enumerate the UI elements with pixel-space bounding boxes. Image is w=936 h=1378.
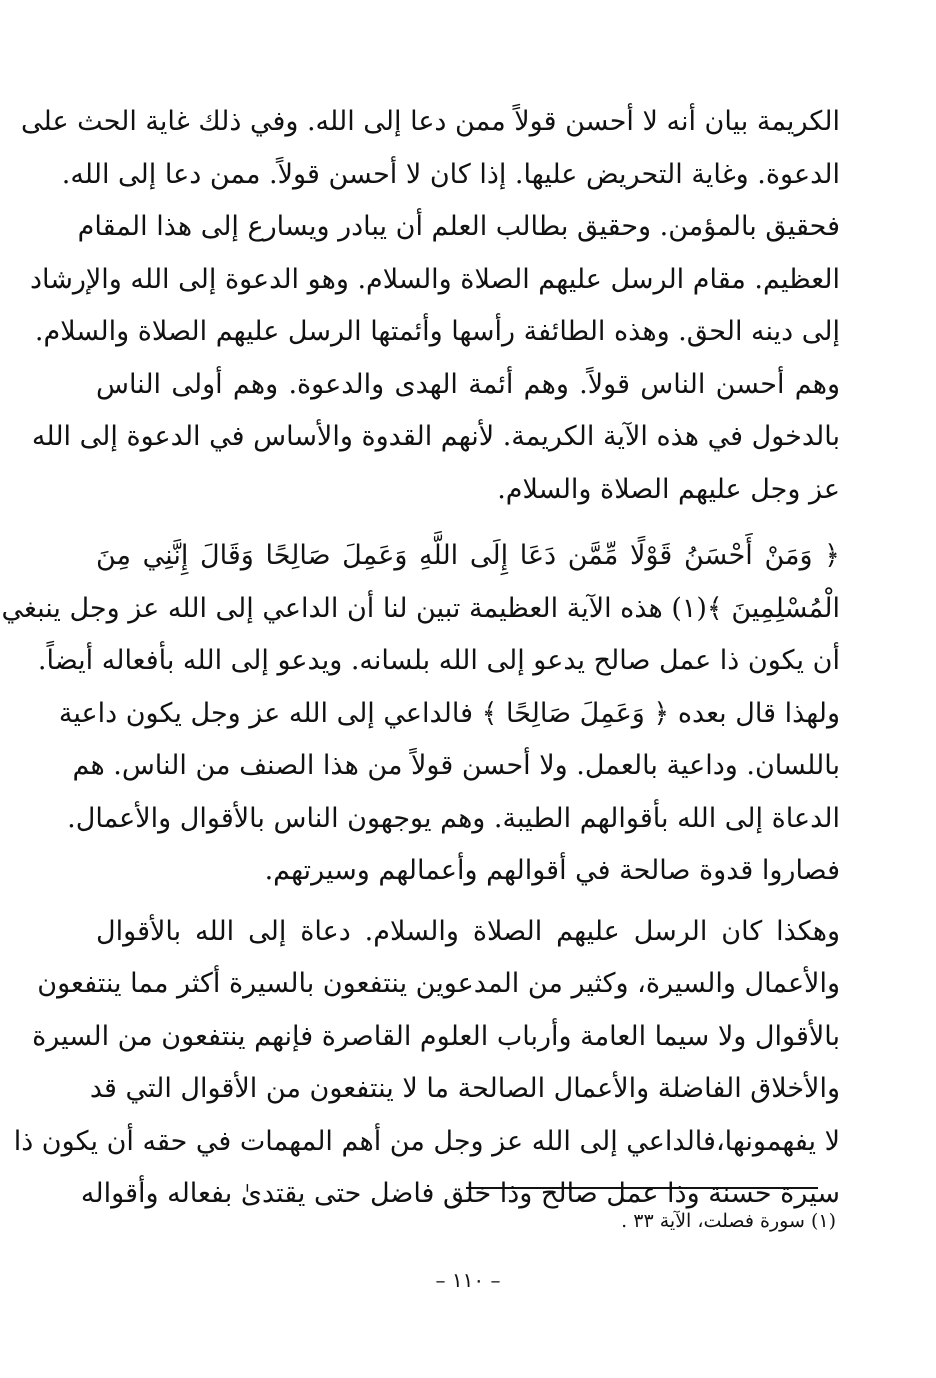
text-line: العظيم. مقام الرسل عليهم الصلاة والسلام. وهو الدعوة إلى الله والإرشاد: [29, 263, 840, 295]
footnote: (١) سورة فصلت، الآية ٣٣ .: [621, 1210, 836, 1232]
text-line: الدعوة. وغاية التحريض عليها. إذا كان لا أحسن قولاً. ممن دعا إلى الله.: [61, 158, 840, 190]
page-body: [1, 96, 840, 1221]
text-line: وهم أحسن الناس قولاً. وهم أئمة الهدى والدعوة. وهم أولى الناس: [96, 368, 840, 400]
paragraph-1: [21, 96, 840, 516]
text-line: لا يفهمونها،فالداعي إلى الله عز وجل من أهم المهمات في حقه أن يكون ذا: [13, 1125, 840, 1157]
text-line: فحقيق بالمؤمن. وحقيق بطالب العلم أن يبادر ويسارع إلى هذا المقام: [77, 211, 840, 242]
text-line: الدعاة إلى الله بأقوالهم الطيبة. وهم يوجهون الناس بالأقوال والأعمال.: [67, 802, 840, 834]
text-line: سيرة حسنة وذا عمل صالح وذا خلق فاضل حتى يقتدىٰ بفعاله وأقواله: [80, 1178, 840, 1209]
footnote-divider: [466, 1187, 818, 1189]
text-line: بالأقوال ولا سيما العامة وأرباب العلوم القاصرة فإنهم ينتفعون من السيرة: [32, 1020, 840, 1052]
text-line: عز وجل عليهم الصلاة والسلام.: [497, 473, 840, 505]
text-line: باللسان. وداعية بالعمل. ولا أحسن قولاً من هذا الصنف من الناس. هم: [72, 750, 840, 781]
text-line: الْمُسْلِمِينَ ﴾(١) هذه الآية العظيمة تبين لنا أن الداعي إلى الله عز وجل ينبغي: [1, 592, 840, 624]
text-line: أن يكون ذا عمل صالح يدعو إلى الله بلسانه. ويدعو إلى الله بأفعاله أيضاً.: [37, 645, 840, 676]
text-line: إلى دينه الحق. وهذه الطائفة رأسها وأئمتها الرسل عليهم الصلاة والسلام.: [34, 316, 840, 347]
page-number: – ١١٠ –: [435, 1268, 501, 1292]
paragraph-2: [1, 530, 840, 898]
text-line: بالدخول في هذه الآية الكريمة. لأنهم القدوة والأساس في الدعوة إلى الله: [31, 421, 840, 452]
text-line: والأخلاق الفاضلة والأعمال الصالحة ما لا ينتفعون من الأقوال التي قد: [89, 1073, 840, 1104]
text-line: ولهذا قال بعده ﴿ وَعَمِلَ صَالِحًا ﴾ فالداعي إلى الله عز وجل يكون داعية: [58, 697, 840, 729]
text-line: والأعمال والسيرة، وكثير من المدعوين ينتفعون بالسيرة أكثر مما ينتفعون: [37, 968, 840, 999]
text-line: وهكذا كان الرسل عليهم الصلاة والسلام. دعاة إلى الله بالأقوال: [96, 915, 840, 947]
paragraph-3: [13, 906, 840, 1221]
text-line: فصاروا قدوة صالحة في أقوالهم وأعمالهم وسيرتهم.: [264, 855, 840, 886]
text-line: الكريمة بيان أنه لا أحسن قولاً ممن دعا إلى الله. وفي ذلك غاية الحث على: [21, 106, 840, 137]
quran-verse-line: ﴿ وَمَنْ أَحْسَنُ قَوْلًا مِّمَّن دَعَا إِلَى اللَّهِ وَعَمِلَ صَالِحًا وَقَالَ إِنَّنِي مِنَ: [96, 540, 840, 571]
